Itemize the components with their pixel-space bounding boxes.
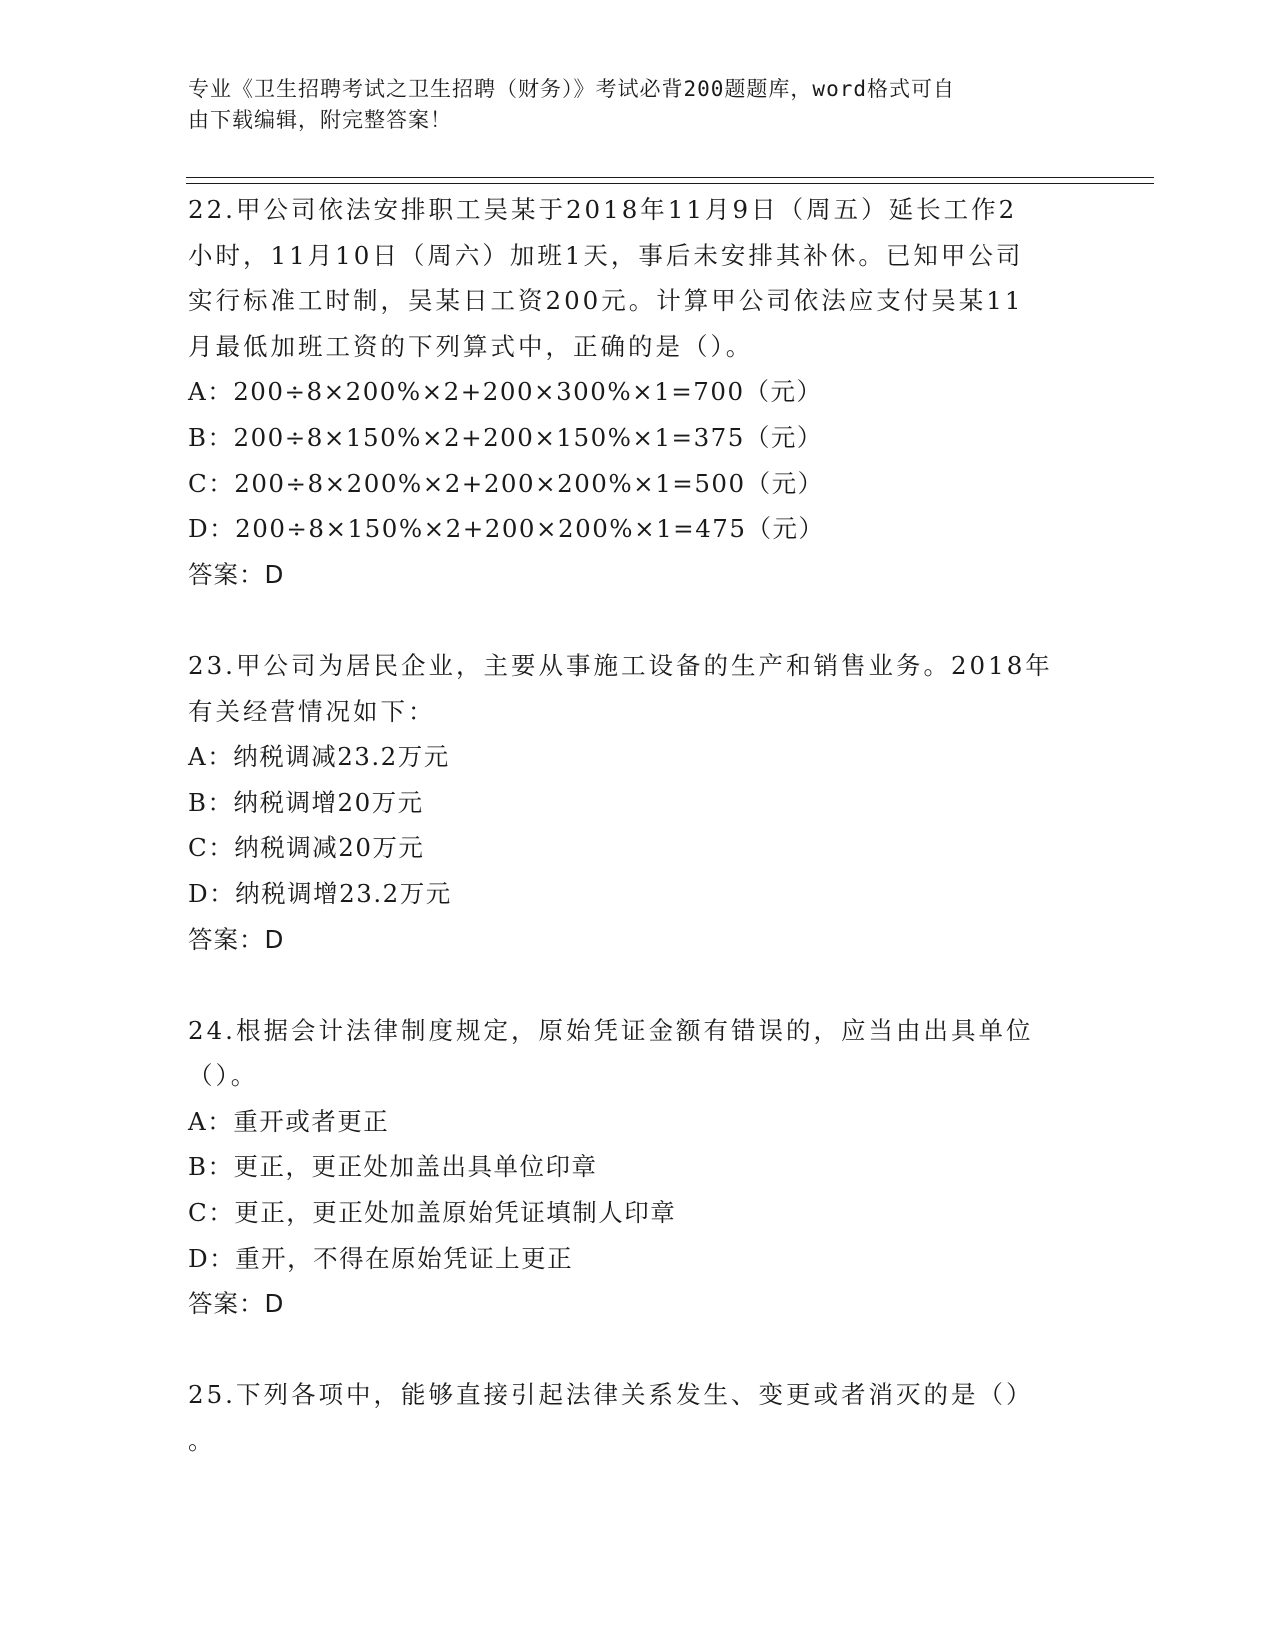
question-text-line: 月最低加班工资的下列算式中，正确的是（）。 [188,331,754,361]
question-text-line: 实行标准工时制，吴某日工资200元。计算甲公司依法应支付吴某11 [188,286,1024,316]
question-list [188,187,1088,1464]
spacer [188,1327,1088,1373]
spacer [188,597,1088,643]
option-a: A：重开或者更正 [188,1106,390,1136]
option-b: B：纳税调增20万元 [188,787,424,817]
question-text-line: 24.根据会计法律制度规定，原始凭证金额有错误的，应当由出具单位 [188,1015,1034,1045]
option-b: B：200÷8×150%×2+200×150%×1=375（元） [188,422,823,452]
option-c: C：200÷8×200%×2+200×200%×1=500（元） [188,468,824,498]
document-header [188,74,1088,136]
question-22 [188,187,1088,597]
question-text-line: 23.甲公司为居民企业，主要从事施工设备的生产和销售业务。2018年 [188,650,1053,680]
question-text-line: （）。 [188,1061,259,1091]
option-a: A：纳税调减23.2万元 [188,742,450,772]
option-c: C：更正，更正处加盖原始凭证填制人印章 [188,1198,677,1228]
header-rule-top [186,177,1154,178]
question-text-line: 有关经营情况如下： [188,696,436,726]
question-text-line: 。 [188,1426,216,1456]
option-a: A：200÷8×200%×2+200×300%×1=700（元） [188,377,823,407]
option-c: C：纳税调减20万元 [188,833,425,863]
question-text-line: 25.下列各项中，能够直接引起法律关系发生、变更或者消灭的是（） [188,1380,1034,1410]
answer-line: 答案：D [188,559,285,589]
header-line-1: 专业《卫生招聘考试之卫生招聘（财务）》考试必背200题题库，word格式可自 [188,77,955,101]
header-rule-bottom [186,183,1154,184]
question-text-line: 22.甲公司依法安排职工吴某于2018年11月9日（周五）延长工作2 [188,195,1018,224]
question-text-line: 小时，11月10日（周六）加班1天，事后未安排其补休。已知甲公司 [188,240,1024,270]
spacer [188,962,1088,1008]
option-d: D：200÷8×150%×2+200×200%×1=475（元） [188,514,825,544]
header-line-2: 由下载编辑，附完整答案！ [188,108,452,132]
option-b: B：更正，更正处加盖出具单位印章 [188,1152,598,1182]
answer-line: 答案：D [188,924,285,954]
question-24 [188,1008,1088,1327]
question-25 [188,1372,1088,1463]
answer-line: 答案：D [188,1289,285,1319]
option-d: D：纳税调增23.2万元 [188,878,452,908]
option-d: D：重开，不得在原始凭证上更正 [188,1243,574,1273]
question-23 [188,643,1088,962]
